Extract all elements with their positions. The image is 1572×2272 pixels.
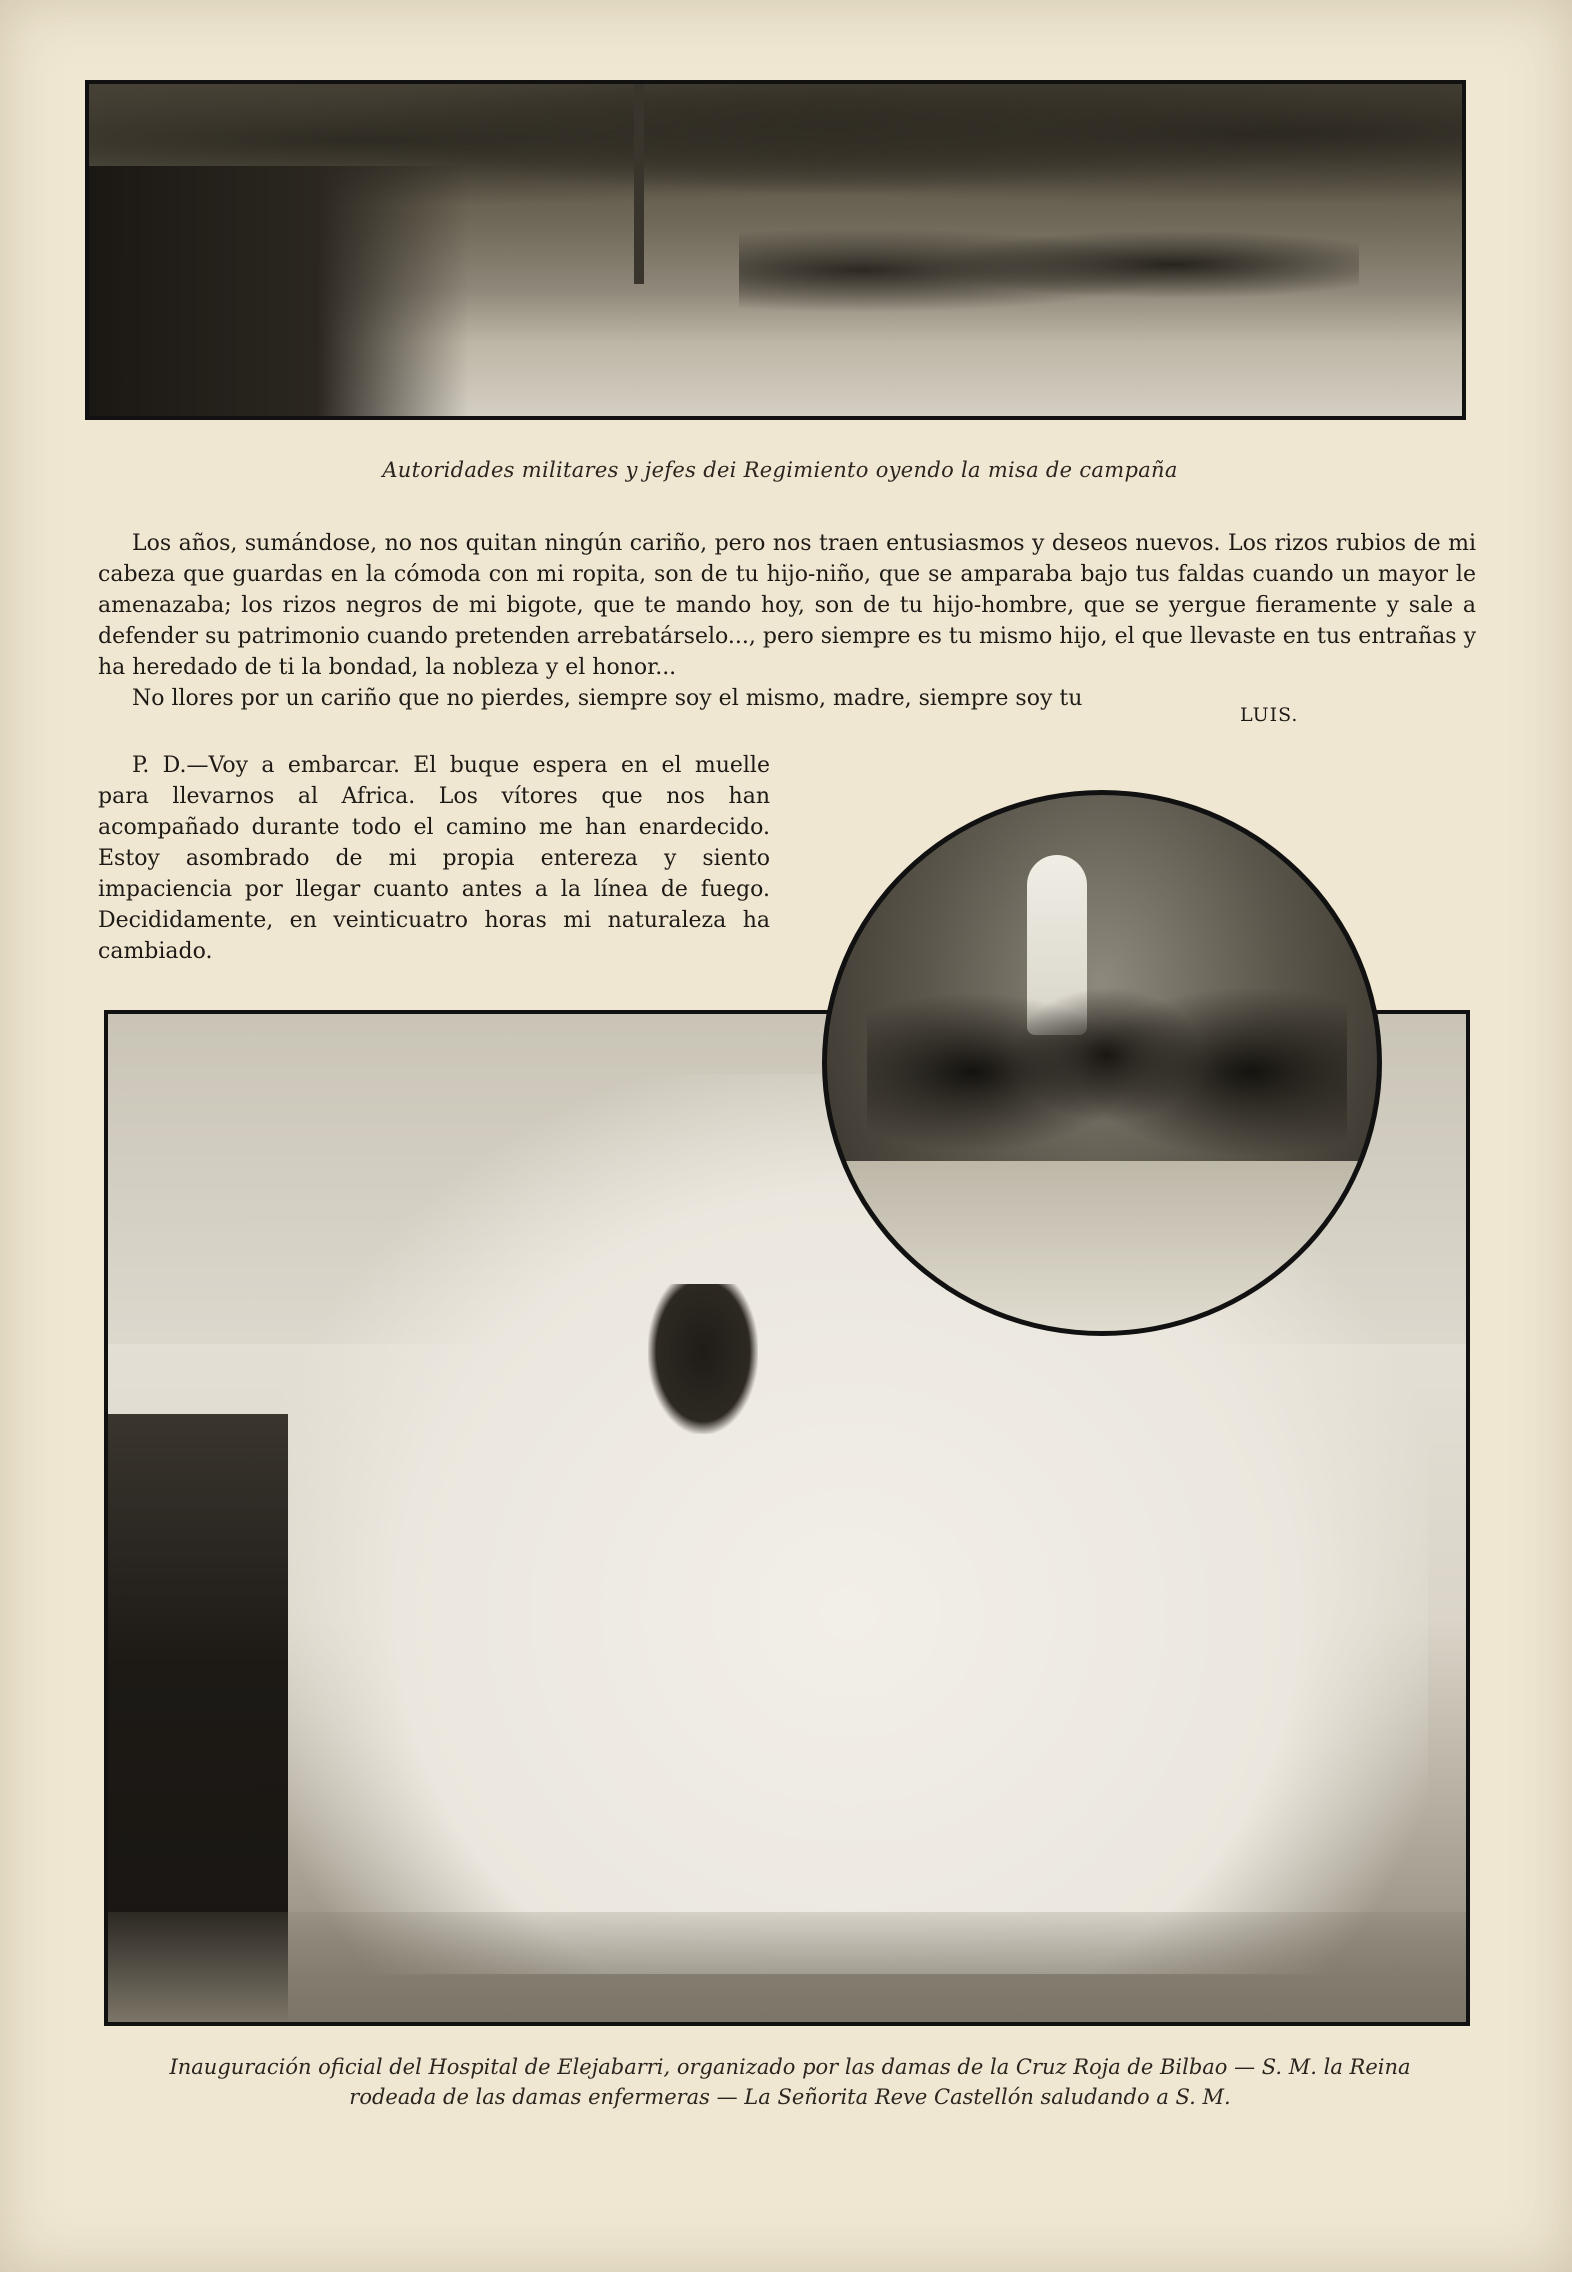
bottom-caption-line-1: Inauguración oficial del Hospital de Elejabarri, organizado por las damas de la Cruz Roja de Bilbao — S. M. la Reina: [169, 2055, 1411, 2079]
photo-field-mass: [85, 80, 1466, 420]
letter-paragraph: No llores por un cariño que no pierdes, siempre soy el mismo, madre, siempre soy tu: [132, 686, 1083, 711]
photo-queen: [648, 1284, 758, 1434]
bottom-caption-line-2: rodeada de las damas enfermeras — La Señorita Reve Castellón saludando a S. M.: [349, 2085, 1231, 2109]
bottom-photo-caption: [120, 2052, 1460, 2112]
letter-body: [98, 528, 1476, 714]
photo-lamp-post: [634, 84, 644, 284]
letter-signature: LUIS.: [1240, 704, 1299, 726]
postscript-text: P. D.—Voy a embarcar. El buque espera en el muelle para llevarnos al Africa. Los vítores que nos han acompañado durante todo el camino me han enardecido. Estoy asombrado de mi propia entereza y siento impaciencia por llegar cuanto antes a la línea de fuego. Decididamente, en veinticuatro horas mi naturaleza ha cambiado.: [98, 753, 770, 964]
photo-horsemen: [739, 204, 1359, 314]
postscript-block: [98, 750, 770, 967]
letter-paragraph: Los años, sumándose, no nos quitan ningún cariño, pero nos traen entusiasmos y deseos nuevos. Los rizos rubios de mi cabeza que guardas en la cómoda con mi ropita, son de tu hijo-niño, que se amparaba bajo tus faldas cuando un mayor le amenazaba; los rizos negros de mi bigote, que te mando hoy, son de tu hijo-hombre, que se yergue fieramente y sale a defender su patrimonio cuando pretenden arrebatárselo..., pero siempre es tu mismo hijo, el que llevaste en tus entrañas y ha heredado de ti la bondad, la nobleza y el honor...: [98, 531, 1476, 680]
photo-officers-group: [89, 166, 469, 416]
top-photo-caption: Autoridades militares y jefes dei Regimiento oyendo la misa de campaña: [382, 458, 1178, 482]
photo-ground: [108, 1912, 1466, 2022]
photo-circular-greeting: [822, 790, 1382, 1336]
circle-photo-figures: [867, 885, 1347, 1225]
